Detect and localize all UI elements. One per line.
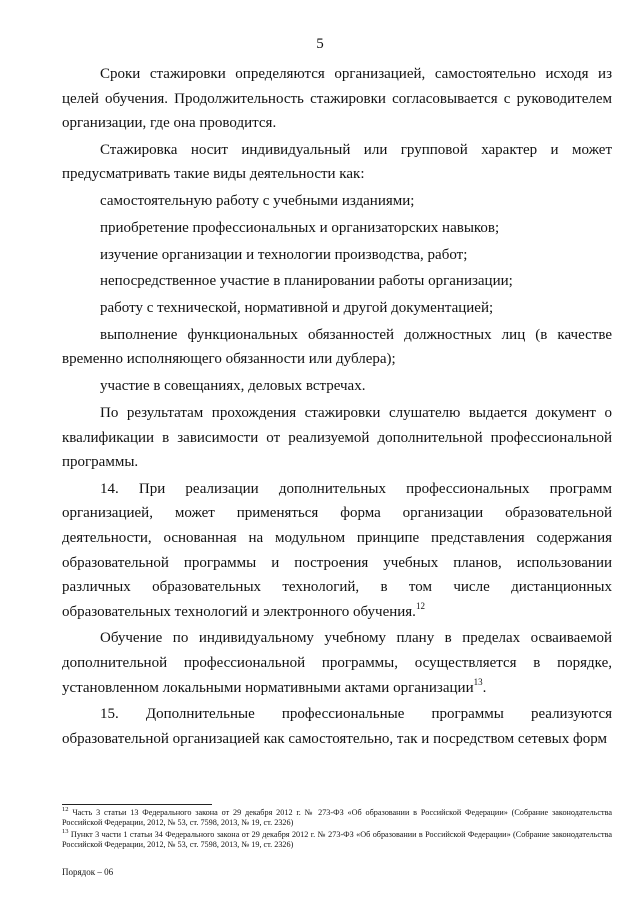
footnote-12-text: Часть 3 статьи 13 Федерального закона от 29 декабря 2012 г. № 273-ФЗ «Об образовании в Российской Федерации» (Собрание законодательства Российской Федерации, 2012, № 53, ст. 7598, 2013, № 19, ст. 2326) [62, 808, 613, 828]
document-body [62, 62, 612, 753]
activities-list [62, 189, 612, 399]
list-item: выполнение функциональных обязанностей должностных лиц (в качестве временно исполняющего обязанности или дублера); [62, 326, 612, 368]
paragraph-14-text: 14. При реализации дополнительных профессиональных программ организацией, может применяться форма организации образовательной деятельности, основанная на модульном принципе представления содержания образовательной программы и построения учебных планов, использовании различных образовательных технологий, в том числе дистанционных образовательных технологий и электронного обучения. [62, 480, 612, 620]
footnote-12 [62, 808, 612, 829]
footnote-ref-12: 12 [415, 600, 425, 611]
list-item: непосредственное участие в планировании работы организации; [100, 273, 513, 290]
list-item: приобретение профессиональных и организаторских навыков; [100, 219, 500, 236]
paragraph-end-period: . [482, 679, 487, 696]
footnote-13-ref: 13 [62, 827, 69, 835]
paragraph-internship-result: По результатам прохождения стажировки слушателю выдается документ о квалификации в зависимости от реализуемой дополнительной профессиональной программы. [62, 405, 612, 471]
footnote-ref-13: 13 [473, 676, 483, 687]
paragraph-internship-activities: Стажировка носит индивидуальный или групповой характер и может предусматривать такие виды деятельности как: [62, 141, 612, 183]
paragraph-internship-terms: Сроки стажировки определяются организацией, самостоятельно исходя из целей обучения. Продолжительность стажировки согласовывается с руководителем организации, где она проводится. [62, 66, 612, 132]
paragraph-14-modular [62, 477, 612, 625]
paragraph-15-network: 15. Дополнительные профессиональные программы реализуются образовательной организацией как самостоятельно, так и посредством сетевых форм [62, 706, 612, 747]
list-item: самостоятельную работу с учебными изданиями; [100, 192, 415, 209]
list-item: изучение организации и технологии производства, работ; [100, 246, 468, 263]
paragraph-individual-plan-text: Обучение по индивидуальному учебному плану в пределах осваиваемой дополнительной профессиональной программы, осуществляется в порядке, установленном локальными нормативными актами организации [62, 630, 612, 696]
list-item: участие в совещаниях, деловых встречах. [100, 378, 366, 395]
list-item: работу с технической, нормативной и другой документацией; [100, 300, 494, 317]
footnote-13-text: Пункт 3 части 1 статьи 34 Федерального закона от 29 декабря 2012 г. № 273-ФЗ «Об образовании в Российской Федерации» (Собрание законодательства Российской Федерации, 2012, № 53, ст. 7598, 2013, № 19, ст. 2326) [62, 829, 613, 850]
paragraph-individual-plan [62, 626, 612, 700]
footnote-12-ref: 12 [62, 806, 69, 813]
footnote-13 [62, 827, 613, 851]
footnote-divider [62, 804, 212, 805]
page-number: 5 [316, 36, 324, 52]
footnotes [62, 808, 612, 852]
document-footer: Порядок – 06 [62, 867, 114, 877]
